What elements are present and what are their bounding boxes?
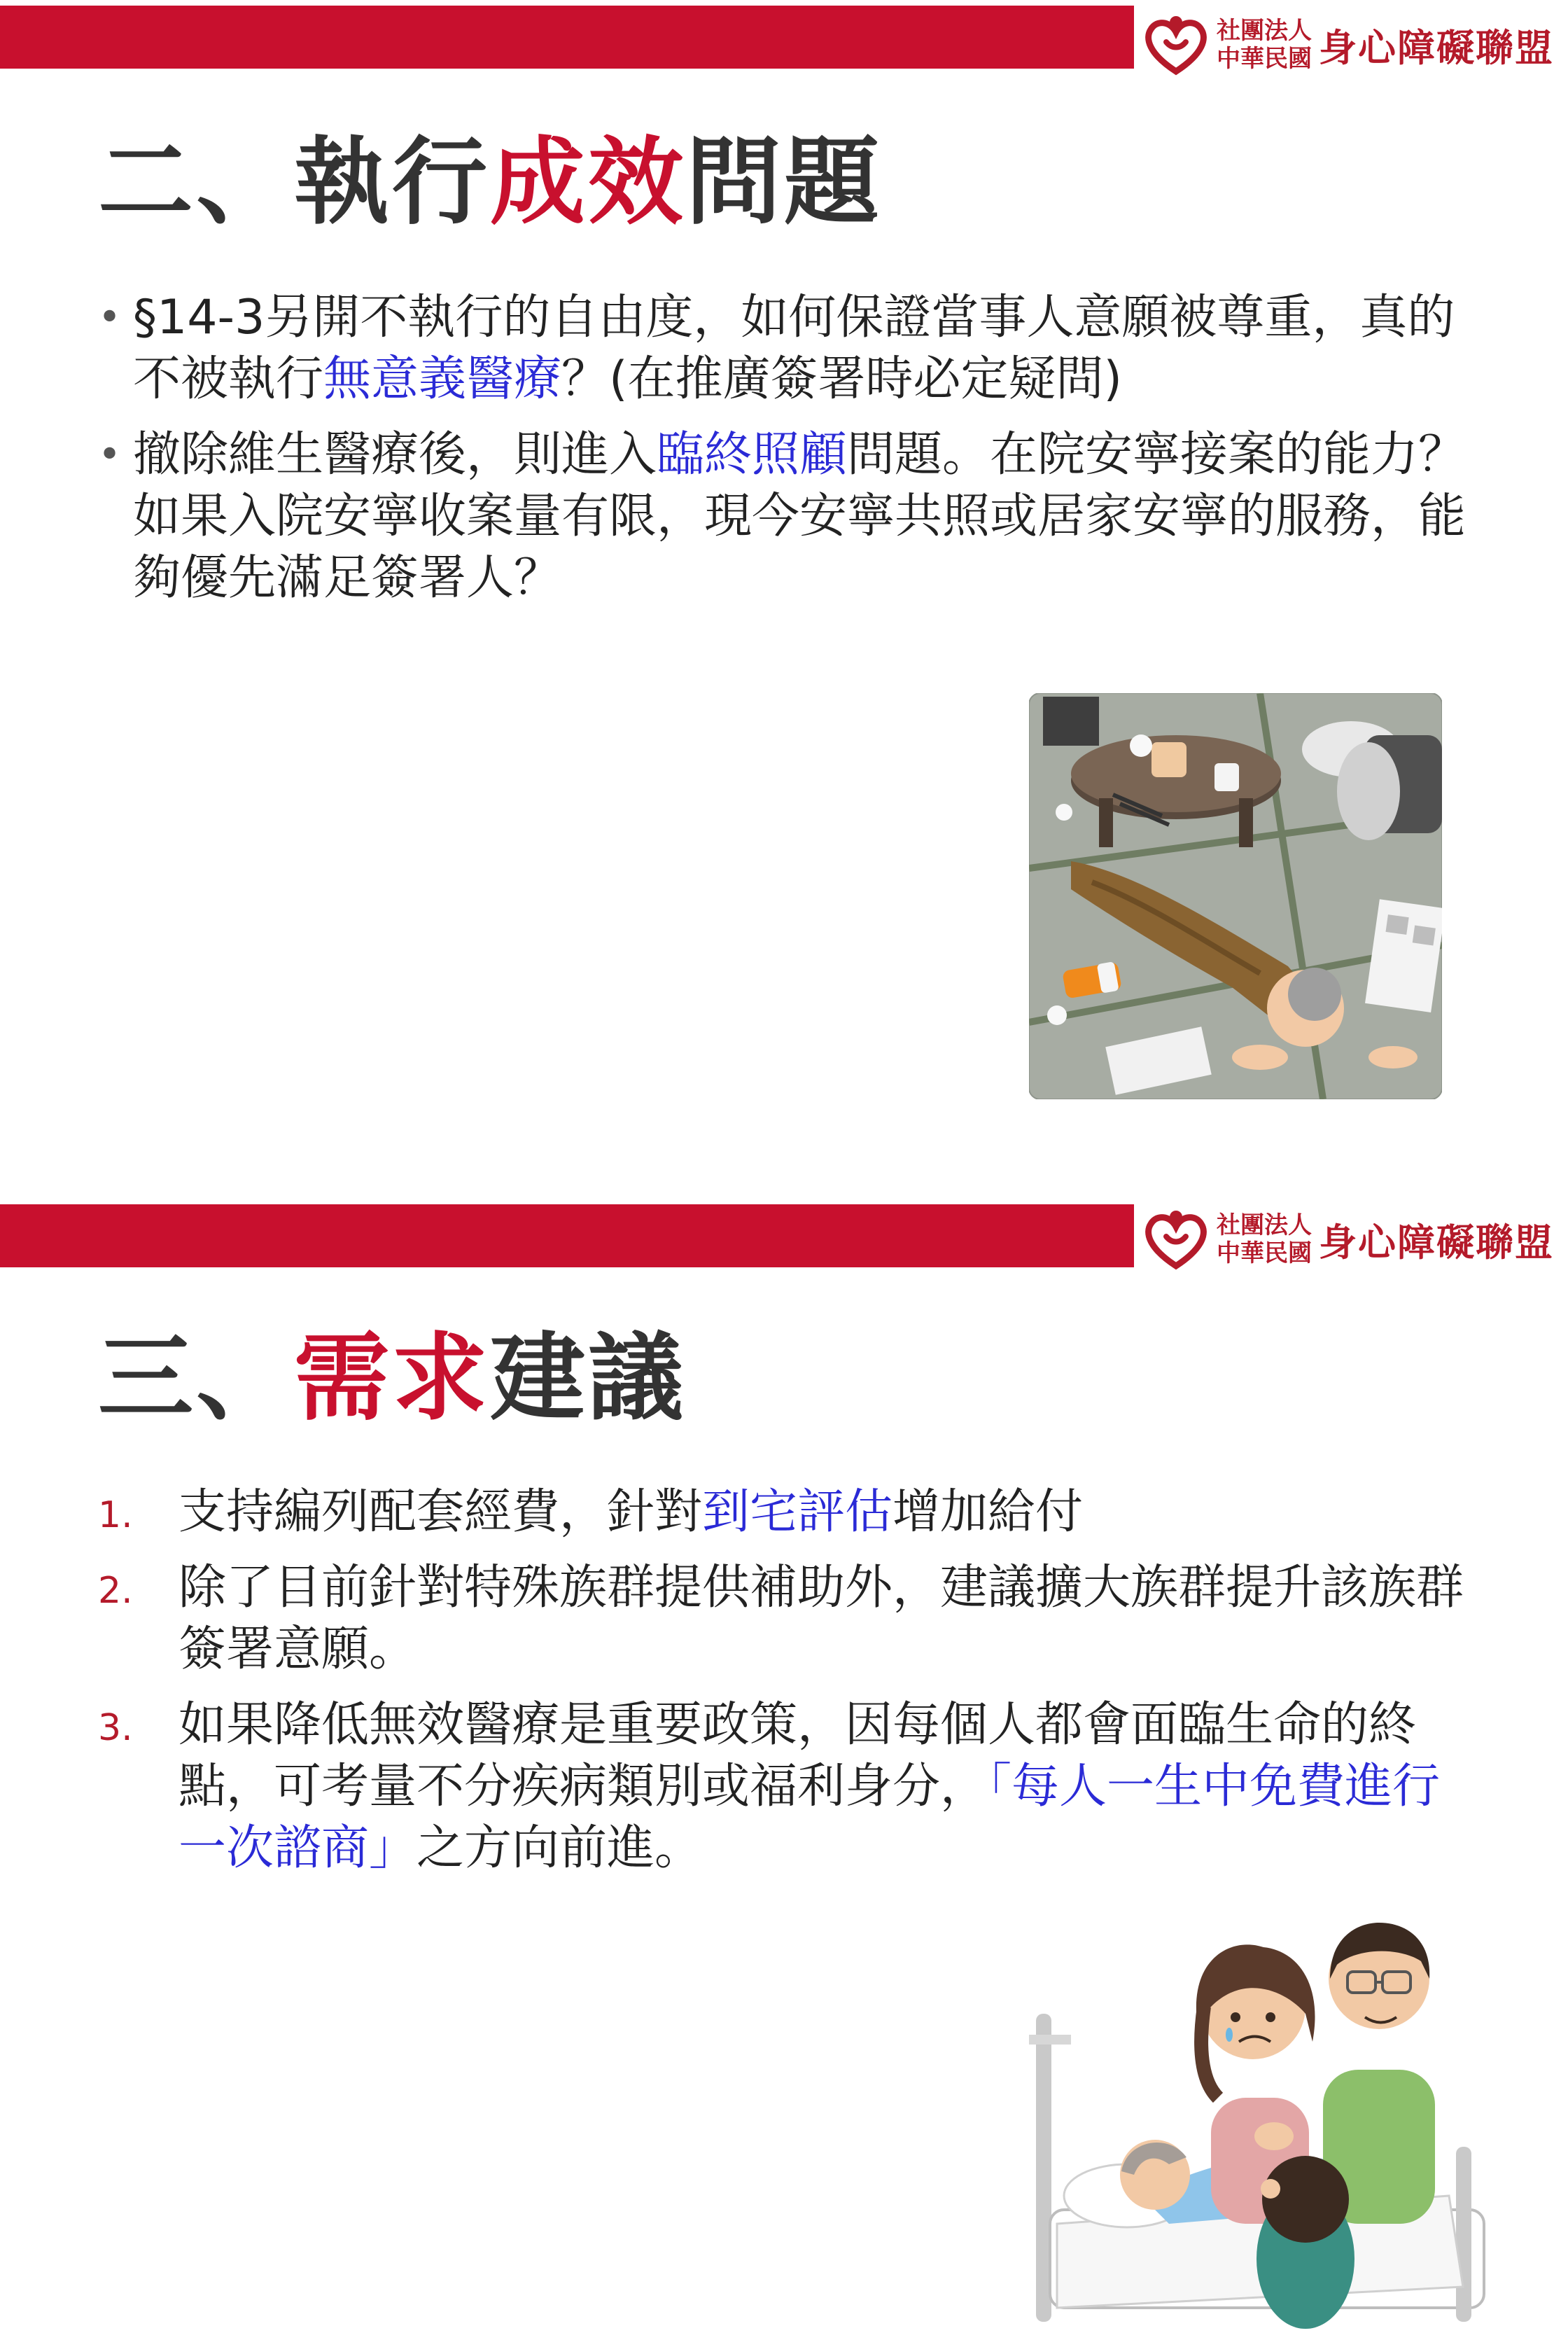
heart-logo-icon [1141, 1204, 1211, 1274]
header-red-bar [0, 6, 1134, 69]
org-name: 身心障礙聯盟 [1319, 1220, 1554, 1265]
title-highlight: 需求 [294, 1323, 490, 1434]
header-red-bar [0, 1204, 1134, 1267]
page-title [98, 1301, 686, 1438]
family-at-hospital-bed-icon [1029, 1895, 1505, 2329]
list-item: 1. 支持編列配套經費，針對到宅評估增加給付 [98, 1482, 1470, 1543]
org-country-label: 中華民國 [1217, 45, 1312, 73]
item-number: 3. [98, 1707, 133, 1749]
org-type-label: 社團法人 [1217, 17, 1312, 45]
recommendation-list [98, 1482, 1470, 1893]
highlight-text: 無意義醫療 [323, 351, 562, 407]
slide-recommendations [0, 1174, 1568, 2347]
org-country-label: 中華民國 [1217, 1239, 1312, 1267]
title-prefix: 二、執行 [98, 127, 490, 238]
bullet-list [98, 287, 1470, 623]
title-prefix: 三、 [98, 1323, 294, 1434]
list-item: 3. 如果降低無效醫療是重要政策，因每個人都會面臨生命的終點，可考量不分疾病類別或福利身分，「每人一生中免費進行一次諮商」之方向前進。 [98, 1697, 1441, 1876]
title-highlight: 成效 [490, 127, 686, 238]
highlight-text: 「每人一生中免費進行一次諮商」 [178, 1759, 1441, 1876]
elderly-man-collapsed-icon [1029, 693, 1442, 1099]
list-item: • 撤除維生醫療後，則進入臨終照顧問題。在院安寧接案的能力？如果入院安寧收案量有限，現今安寧共照或居家安寧的服務，能夠優先滿足簽署人？ [98, 424, 1470, 609]
org-name: 身心障礙聯盟 [1319, 25, 1554, 70]
highlight-text: 臨終照顧 [657, 427, 848, 482]
bullet-dot-icon: • [98, 432, 122, 478]
item-number: 2. [98, 1570, 133, 1612]
highlight-text: 到宅評估 [702, 1484, 893, 1540]
bullet-dot-icon: • [98, 295, 122, 340]
org-type-label: 社團法人 [1217, 1211, 1312, 1239]
org-logo [1141, 10, 1554, 80]
list-item: 2. 除了目前針對特殊族群提供補助外，建議擴大族群提升該族群簽署意願。 [98, 1560, 1464, 1677]
heart-logo-icon [1141, 10, 1211, 80]
title-suffix: 問題 [686, 127, 882, 238]
org-logo [1141, 1204, 1554, 1274]
list-item: • §14-3另開不執行的自由度，如何保證當事人意願被尊重，真的不被執行無意義醫療？(在推廣簽署時必定疑問) [98, 287, 1470, 410]
title-suffix: 建議 [490, 1323, 686, 1434]
page-title [98, 105, 882, 242]
item-number: 1. [98, 1494, 133, 1536]
